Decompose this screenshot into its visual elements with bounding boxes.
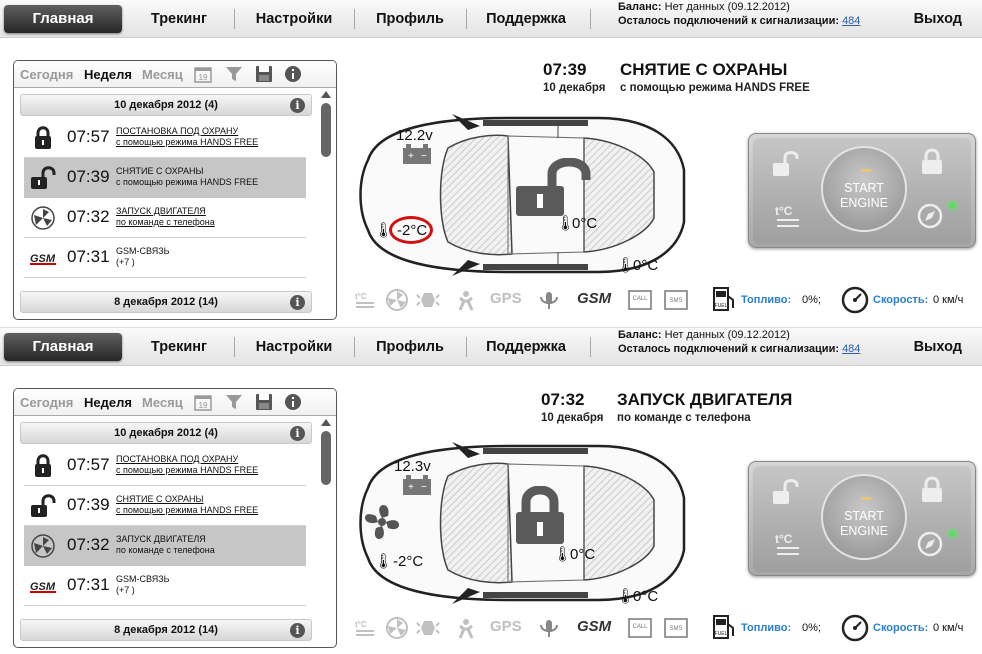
event-row[interactable] <box>24 238 306 278</box>
scrollbar[interactable] <box>320 91 332 317</box>
gsm-status-icon: GSM <box>577 290 612 307</box>
remote-control-panel <box>748 461 976 576</box>
lock-open-icon <box>30 166 56 190</box>
engine-fan-status-icon <box>386 617 408 639</box>
engine-fan-status-icon <box>386 289 408 311</box>
calendar-icon[interactable] <box>194 393 212 411</box>
day-header-label: 10 декабря 2012 (4) <box>114 427 218 439</box>
fuel-icon <box>712 614 736 640</box>
lock-button[interactable] <box>917 148 947 176</box>
svg-text:GSM: GSM <box>30 253 56 265</box>
nav-settings[interactable]: Настройки <box>255 11 333 27</box>
event-row-title[interactable]: ПОСТАНОВКА ПОД ОХРАНУ <box>116 126 239 136</box>
calendar-icon[interactable] <box>194 65 212 83</box>
event-row-detail[interactable]: по команде с телефона <box>116 217 215 227</box>
event-row-time: 07:31 <box>67 247 110 266</box>
gsm-icon <box>30 574 56 598</box>
lock-open-icon <box>30 494 56 518</box>
info-icon[interactable]: i <box>290 426 305 441</box>
motion-sensor-icon <box>452 289 480 311</box>
connections-link[interactable]: 484 <box>842 15 861 27</box>
connections-link[interactable]: 484 <box>842 343 861 355</box>
speed-label: Скорость: <box>873 294 929 306</box>
balance-value: Нет данных (09.12.2012) <box>664 329 790 341</box>
fuel-icon-label: FUEL <box>714 631 728 637</box>
tab-today[interactable]: Сегодня <box>20 67 74 82</box>
event-row-title[interactable]: GSM-СВЯЗЬ <box>116 246 170 256</box>
tab-today[interactable]: Сегодня <box>20 395 74 410</box>
balance-label: Баланс: <box>618 1 662 13</box>
event-row-time: 07:31 <box>67 575 110 594</box>
info-icon[interactable]: i <box>290 623 305 638</box>
remote-control-panel <box>748 133 976 248</box>
svg-text:−: − <box>421 151 427 162</box>
outside-temperature: -2°C <box>397 222 428 239</box>
nav-exit[interactable]: Выход <box>913 339 962 355</box>
balance-label: Баланс: <box>618 329 662 341</box>
sms-icon <box>664 618 688 638</box>
heater-button[interactable] <box>773 202 803 230</box>
event-row-time: 07:32 <box>67 207 110 226</box>
heater-label: t°C <box>775 204 793 218</box>
event-time: 07:39 <box>543 60 587 79</box>
heater-button[interactable] <box>773 530 803 558</box>
lock-closed-icon <box>514 486 574 546</box>
battery-voltage: 12.3v <box>394 458 431 475</box>
scroll-thumb[interactable] <box>321 103 331 157</box>
sms-label: SMS <box>669 626 683 632</box>
fuel-label: Топливо: <box>741 622 792 634</box>
fuel-label: Топливо: <box>741 294 792 306</box>
svg-text:GSM: GSM <box>30 581 56 593</box>
nav-exit[interactable]: Выход <box>913 11 962 27</box>
cabin-temperature: 0°C <box>572 215 598 232</box>
info-icon[interactable] <box>284 393 302 411</box>
day-header[interactable] <box>20 94 312 116</box>
event-row-detail[interactable]: (+7 ) <box>116 585 135 595</box>
balance-info <box>618 0 860 28</box>
info-icon[interactable]: i <box>290 98 305 113</box>
thermometer-icon: 🌡 <box>374 222 394 239</box>
period-tabs <box>14 389 336 416</box>
day-header-label: 8 декабря 2012 (14) <box>114 624 218 636</box>
event-row-title[interactable]: ЗАПУСК ДВИГАТЕЛЯ <box>116 534 206 544</box>
compass-button[interactable] <box>915 530 945 558</box>
event-row-title[interactable]: СНЯТИЕ С ОХРАНЫ <box>116 166 204 176</box>
call-icon <box>628 290 652 310</box>
nav-divider <box>590 337 591 357</box>
events-panel <box>13 388 337 648</box>
nav-divider <box>354 337 355 357</box>
event-row-title[interactable]: СНЯТИЕ С ОХРАНЫ <box>116 494 204 504</box>
heater-label: t°C <box>775 532 793 546</box>
fuel-value: 0%; <box>802 294 821 306</box>
day-header[interactable] <box>20 422 312 444</box>
svg-text:+: + <box>408 151 414 162</box>
event-row-title[interactable]: ПОСТАНОВКА ПОД ОХРАНУ <box>116 454 239 464</box>
battery-voltage: 12.2v <box>396 127 433 144</box>
svg-text:+: + <box>408 482 414 493</box>
day-header-label: 8 декабря 2012 (14) <box>114 296 218 308</box>
filter-icon[interactable] <box>225 65 243 83</box>
period-tabs <box>14 61 336 88</box>
nav-settings[interactable]: Настройки <box>255 339 333 355</box>
thermometer-icon: 🌡 <box>374 553 394 570</box>
day-header-label: 10 декабря 2012 (4) <box>114 99 218 111</box>
battery-icon <box>402 474 432 496</box>
nav-profile[interactable]: Профиль <box>376 339 444 355</box>
svg-text:−: − <box>421 482 427 493</box>
event-row[interactable] <box>24 198 306 238</box>
fuel-value: 0%; <box>802 622 821 634</box>
screenshot-panel-2 <box>0 327 982 654</box>
event-row[interactable] <box>24 566 306 606</box>
start-indicator <box>861 497 871 500</box>
microphone-icon <box>538 289 560 311</box>
shock-sensor-icon <box>416 289 440 311</box>
balance-info <box>618 328 860 356</box>
heater-status-icon <box>354 291 376 309</box>
lock-closed-icon <box>30 454 56 478</box>
nav-tracking[interactable]: Трекинг <box>150 11 208 27</box>
scrollbar[interactable] <box>320 419 332 645</box>
start-engine-button[interactable] <box>821 146 907 232</box>
nav-home[interactable]: Главная <box>4 5 122 33</box>
nav-support[interactable]: Поддержка <box>486 339 566 355</box>
event-row-detail[interactable]: (+7 ) <box>116 257 135 267</box>
cabin-temperature: 0°C <box>570 546 596 563</box>
status-icon-bar <box>352 615 692 643</box>
start-engine-label-1: START <box>844 509 884 523</box>
nav-divider <box>590 9 591 29</box>
shock-sensor-icon <box>416 617 440 639</box>
filter-icon[interactable] <box>225 393 243 411</box>
gps-icon: GPS <box>490 618 522 635</box>
speedometer-icon <box>841 614 869 642</box>
compass-button[interactable] <box>915 202 945 230</box>
nav-divider <box>466 337 467 357</box>
tab-month[interactable]: Месяц <box>142 395 183 410</box>
nav-support[interactable]: Поддержка <box>486 11 566 27</box>
start-indicator <box>861 169 871 172</box>
svg-text:t°C: t°C <box>355 620 367 629</box>
speed-value: 0 км/ч <box>933 294 964 306</box>
event-row-detail[interactable]: с помощью режима HANDS FREE <box>116 137 259 147</box>
top-navigation <box>0 328 982 366</box>
speed-value: 0 км/ч <box>933 622 964 634</box>
thermometer-icon: 🌡 <box>616 588 636 605</box>
save-icon[interactable] <box>255 65 273 83</box>
event-date: 10 декабря <box>543 82 606 94</box>
scroll-thumb[interactable] <box>321 431 331 485</box>
car-status-view <box>348 438 690 608</box>
fuel-icon-label: FUEL <box>714 303 728 309</box>
status-led <box>949 202 956 209</box>
car-status-view <box>348 110 690 280</box>
event-row-time: 07:32 <box>67 535 110 554</box>
nav-divider <box>234 337 235 357</box>
microphone-icon <box>538 617 560 639</box>
engine-fan-icon <box>30 206 56 230</box>
events-panel <box>13 60 337 320</box>
connections-label: Осталось подключений к сигнализации: <box>618 343 839 355</box>
call-label: CALL <box>632 624 648 630</box>
unlock-button[interactable] <box>771 478 801 506</box>
battery-icon <box>402 143 432 165</box>
outside-temperature: -2°C <box>393 553 424 570</box>
calendar-day: 19 <box>198 401 208 410</box>
event-title: ЗАПУСК ДВИГАТЕЛЯ <box>617 390 793 409</box>
lock-button[interactable] <box>917 476 947 504</box>
event-row-detail[interactable]: с помощью режима HANDS FREE <box>116 505 259 515</box>
event-row-time: 07:39 <box>67 495 110 514</box>
lock-closed-icon <box>30 126 56 150</box>
scroll-up-arrow[interactable] <box>321 91 331 98</box>
nav-tracking[interactable]: Трекинг <box>150 339 208 355</box>
motion-sensor-icon <box>452 617 480 639</box>
speed-label: Скорость: <box>873 622 929 634</box>
event-row-time: 07:39 <box>67 167 110 186</box>
start-engine-label-2: ENGINE <box>840 196 888 210</box>
nav-home[interactable]: Главная <box>4 333 122 361</box>
event-row-detail[interactable]: с помощью режима HANDS FREE <box>116 465 259 475</box>
event-row[interactable] <box>24 118 306 158</box>
connections-label: Осталось подключений к сигнализации: <box>618 15 839 27</box>
gps-icon: GPS <box>490 290 522 307</box>
event-row-detail[interactable]: с помощью режима HANDS FREE <box>116 177 259 187</box>
info-icon[interactable] <box>284 65 302 83</box>
status-led <box>949 530 956 537</box>
nav-divider <box>354 9 355 29</box>
speedometer-icon <box>841 286 869 314</box>
call-icon <box>628 618 652 638</box>
day-header[interactable] <box>20 619 312 641</box>
event-row-title[interactable]: GSM-СВЯЗЬ <box>116 574 170 584</box>
heater-status-icon <box>354 619 376 637</box>
svg-text:t°C: t°C <box>355 292 367 301</box>
event-row[interactable] <box>24 526 306 566</box>
engine-fan-icon <box>358 498 406 546</box>
thermometer-icon: 🌡 <box>556 215 576 232</box>
event-date: 10 декабря <box>541 412 604 424</box>
tab-week[interactable]: Неделя <box>84 67 132 82</box>
balance-value: Нет данных (09.12.2012) <box>664 1 790 13</box>
start-engine-label-1: START <box>844 181 884 195</box>
calendar-day: 19 <box>198 73 208 82</box>
sms-icon <box>664 290 688 310</box>
unlock-button[interactable] <box>771 150 801 178</box>
day-header[interactable] <box>20 291 312 313</box>
info-icon[interactable]: i <box>290 295 305 310</box>
event-row-time: 07:57 <box>67 455 110 474</box>
fuel-icon <box>712 286 736 312</box>
event-row-title[interactable]: ЗАПУСК ДВИГАТЕЛЯ <box>116 206 206 216</box>
status-icon-bar <box>352 287 692 315</box>
tab-month[interactable]: Месяц <box>142 67 183 82</box>
event-row-time: 07:57 <box>67 127 110 146</box>
top-navigation <box>0 0 982 38</box>
lock-open-icon <box>514 158 604 218</box>
event-subtitle: с помощью режима HANDS FREE <box>620 82 810 94</box>
gsm-status-icon: GSM <box>577 618 612 635</box>
thermometer-icon: 🌡 <box>616 257 636 274</box>
engine-fan-icon <box>30 534 56 558</box>
nav-profile[interactable]: Профиль <box>376 11 444 27</box>
call-label: CALL <box>632 296 648 302</box>
thermometer-icon: 🌡 <box>553 546 573 563</box>
event-row[interactable] <box>24 486 306 526</box>
tab-week[interactable]: Неделя <box>84 395 132 410</box>
sms-label: SMS <box>669 298 683 304</box>
start-engine-label-2: ENGINE <box>840 524 888 538</box>
event-row[interactable] <box>24 446 306 486</box>
save-icon[interactable] <box>255 393 273 411</box>
gsm-icon <box>30 246 56 270</box>
engine-temperature: 0°C <box>633 257 659 274</box>
event-subtitle: по команде с телефона <box>617 412 751 424</box>
start-engine-button[interactable] <box>821 474 907 560</box>
nav-divider <box>466 9 467 29</box>
nav-divider <box>234 9 235 29</box>
event-title: СНЯТИЕ С ОХРАНЫ <box>620 60 788 79</box>
engine-temperature: 0°C <box>633 588 659 605</box>
event-row-detail[interactable]: по команде с телефона <box>116 545 215 555</box>
event-time: 07:32 <box>541 390 585 409</box>
event-row[interactable] <box>24 158 306 198</box>
scroll-up-arrow[interactable] <box>321 419 331 426</box>
